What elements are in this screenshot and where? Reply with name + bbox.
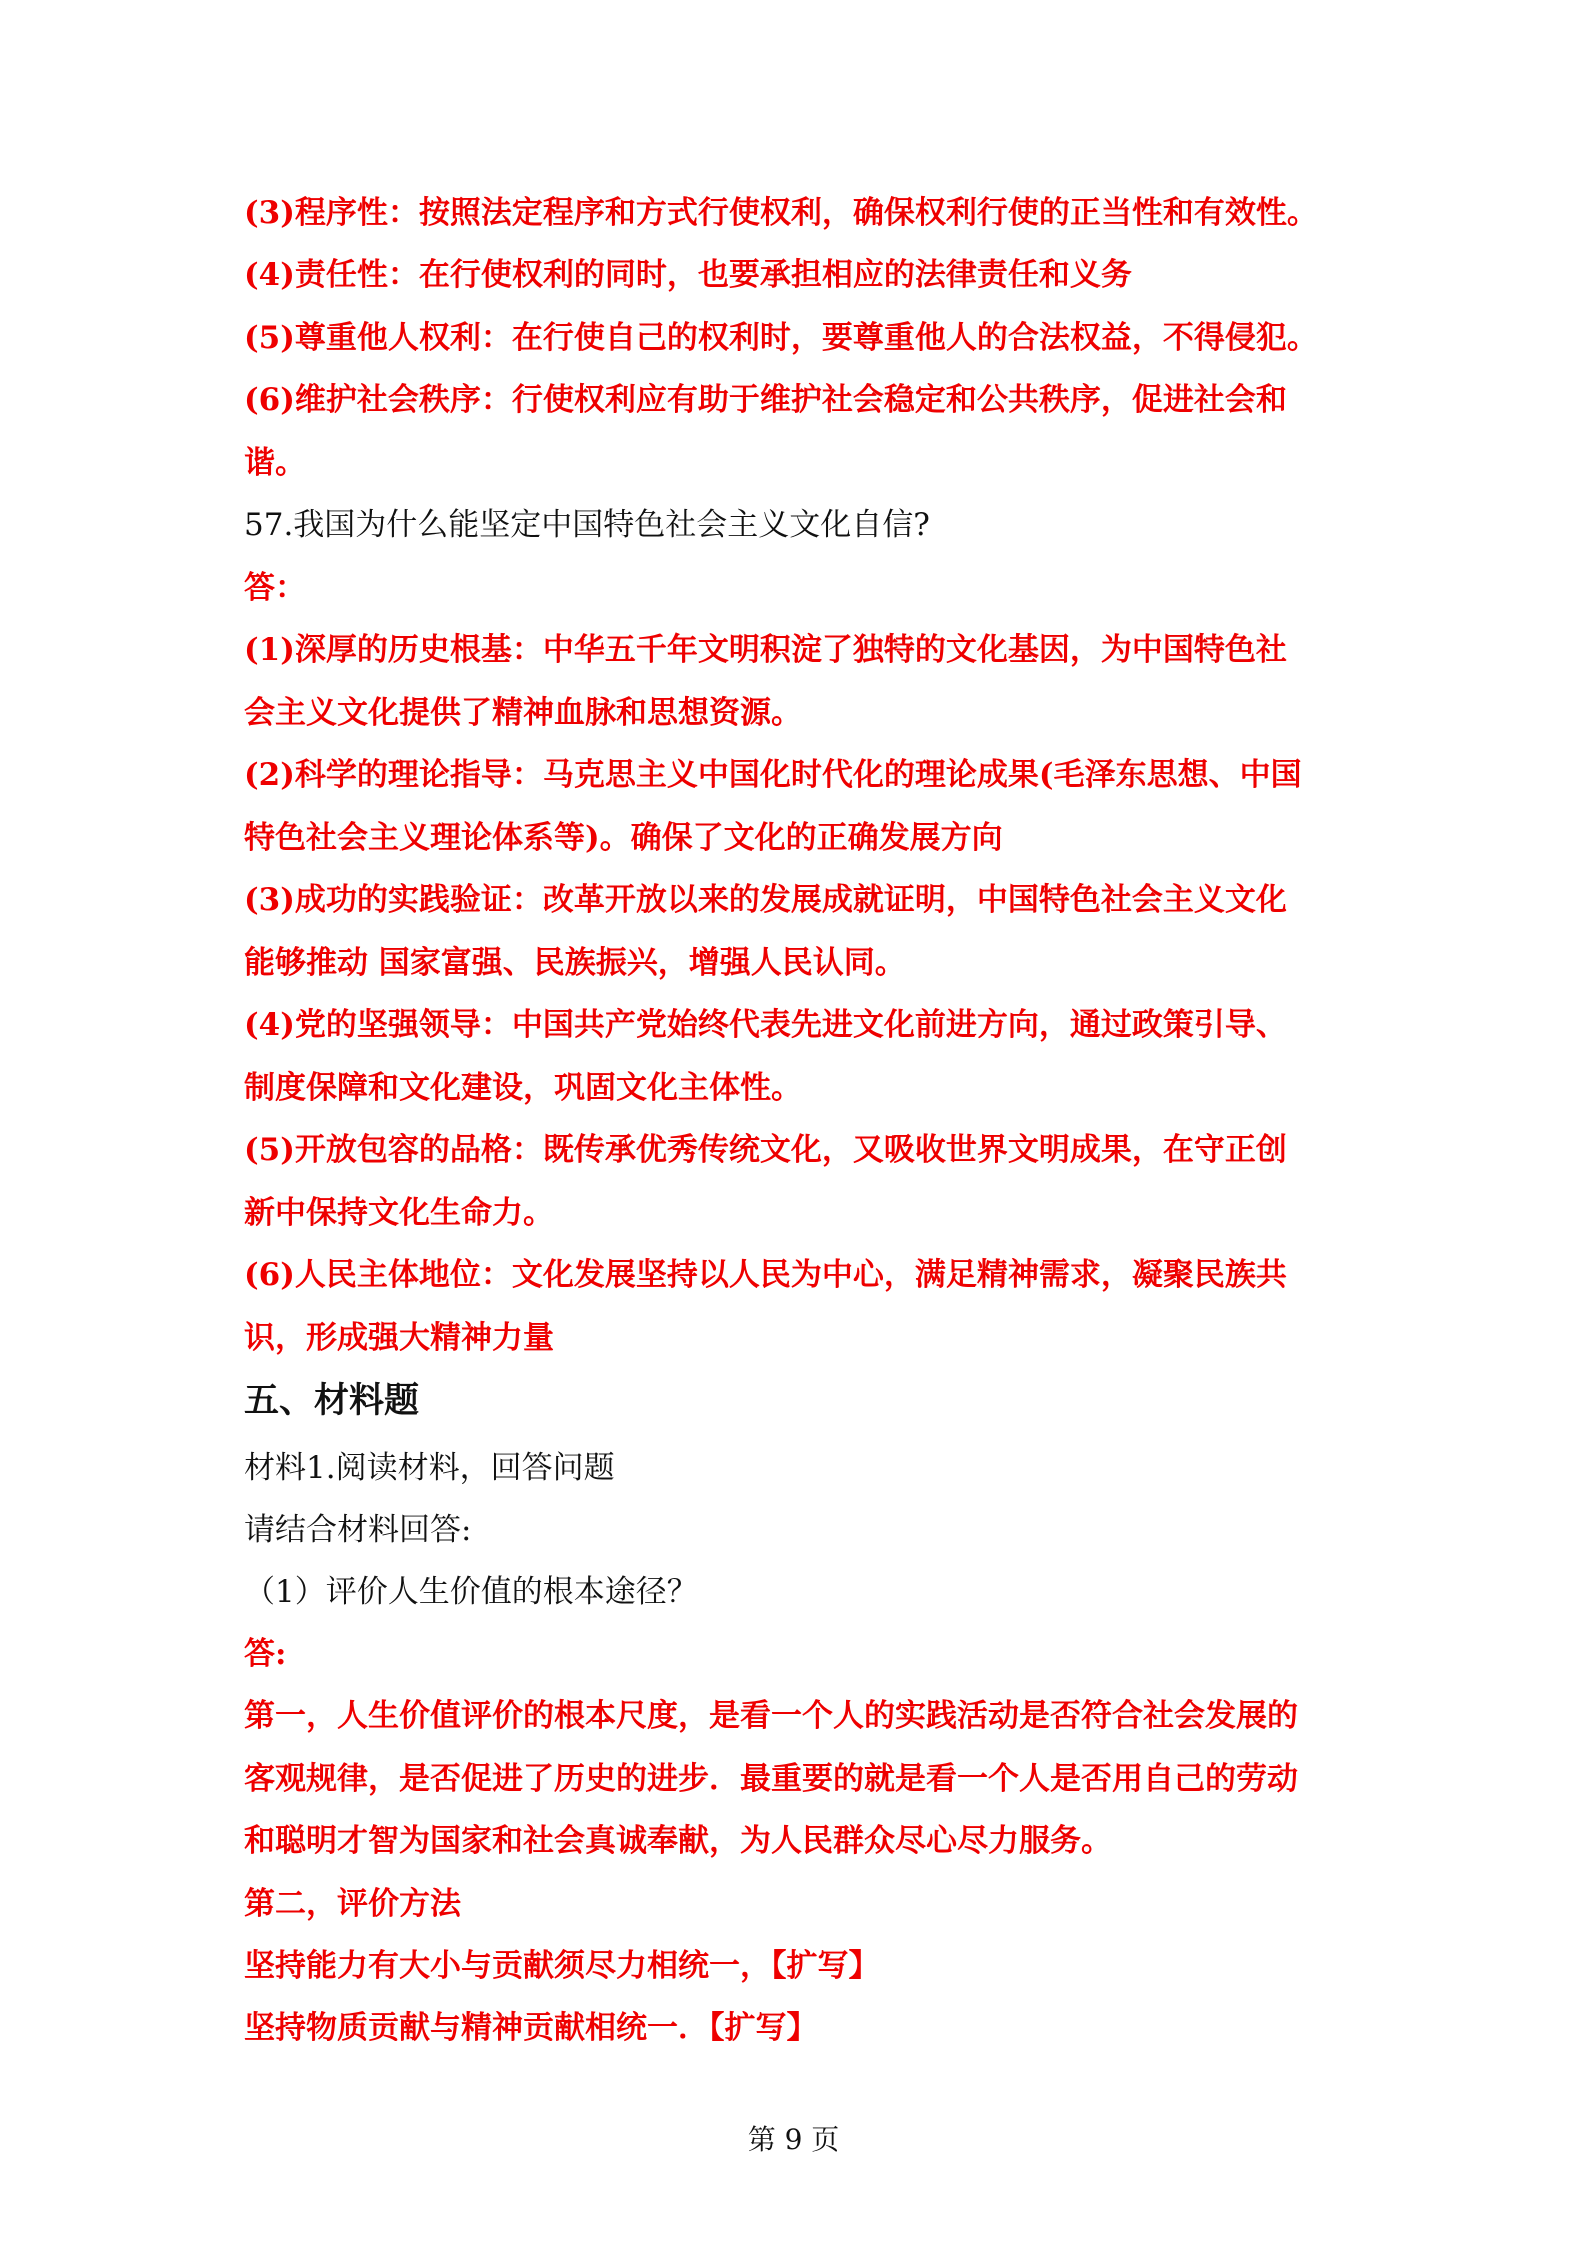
answer-line: 坚持物质贡献与精神贡献相统一．【扩写】 bbox=[244, 2010, 818, 2046]
answer-line: (1)深厚的历史根基：中华五千年文明积淀了独特的文化基因，为中国特色社 bbox=[244, 632, 1287, 668]
question-line: 57.我国为什么能坚定中国特色社会主义文化自信? bbox=[244, 507, 930, 543]
answer-line: (3)成功的实践验证：改革开放以来的发展成就证明，中国特色社会主义文化 bbox=[244, 882, 1287, 918]
answer-line: 和聪明才智为国家和社会真诚奉献，为人民群众尽心尽力服务。 bbox=[244, 1823, 1112, 1859]
answer-line: 会主义文化提供了精神血脉和思想资源。 bbox=[244, 695, 802, 731]
question-line: （1）评价人生价值的根本途径？ bbox=[244, 1574, 698, 1610]
section-heading: 五、材料题 bbox=[244, 1380, 420, 1421]
answer-line: 谐。 bbox=[244, 445, 306, 481]
question-line: 请结合材料回答: bbox=[244, 1512, 472, 1548]
answer-line: 客观规律，是否促进了历史的进步．最重要的就是看一个人是否用自己的劳动 bbox=[244, 1761, 1298, 1797]
answer-line: (6)维护社会秩序：行使权利应有助于维护社会稳定和公共秩序，促进社会和 bbox=[244, 382, 1287, 418]
answer-line: (5)尊重他人权利：在行使自己的权利时，要尊重他人的合法权益，不得侵犯。 bbox=[244, 320, 1318, 356]
material-title: 材料1.阅读材料，回答问题 bbox=[244, 1450, 615, 1486]
answer-line: 新中保持文化生命力。 bbox=[244, 1195, 554, 1231]
answer-line: (5)开放包容的品格：既传承优秀传统文化，又吸收世界文明成果，在守正创 bbox=[244, 1132, 1287, 1168]
answer-line: 能够推动 国家富强、民族振兴，增强人民认同。 bbox=[244, 945, 906, 981]
answer-label: 答： bbox=[244, 570, 306, 606]
answer-line: (6)人民主体地位：文化发展坚持以人民为中心，满足精神需求，凝聚民族共 bbox=[244, 1257, 1287, 1293]
answer-line: 第一，人生价值评价的根本尺度，是看一个人的实践活动是否符合社会发展的 bbox=[244, 1698, 1298, 1734]
answer-line: 特色社会主义理论体系等)。确保了文化的正确发展方向 bbox=[244, 820, 1003, 856]
answer-line: (2)科学的理论指导：马克思主义中国化时代化的理论成果(毛泽东思想、中国 bbox=[244, 757, 1302, 793]
answer-line: 识，形成强大精神力量 bbox=[244, 1320, 554, 1356]
page-number: 第 9 页 bbox=[747, 2123, 840, 2156]
answer-line: 制度保障和文化建设，巩固文化主体性。 bbox=[244, 1070, 802, 1106]
answer-line: (4)责任性：在行使权利的同时，也要承担相应的法律责任和义务 bbox=[244, 257, 1132, 293]
answer-line: (3)程序性：按照法定程序和方式行使权利，确保权利行使的正当性和有效性。 bbox=[244, 195, 1318, 231]
answer-line: 坚持能力有大小与贡献须尽力相统一，【扩写】 bbox=[244, 1948, 880, 1984]
answer-label: 答: bbox=[244, 1636, 287, 1672]
answer-line: (4)党的坚强领导：中国共产党始终代表先进文化前进方向，通过政策引导、 bbox=[244, 1007, 1287, 1043]
answer-line: 第二，评价方法 bbox=[244, 1886, 461, 1922]
